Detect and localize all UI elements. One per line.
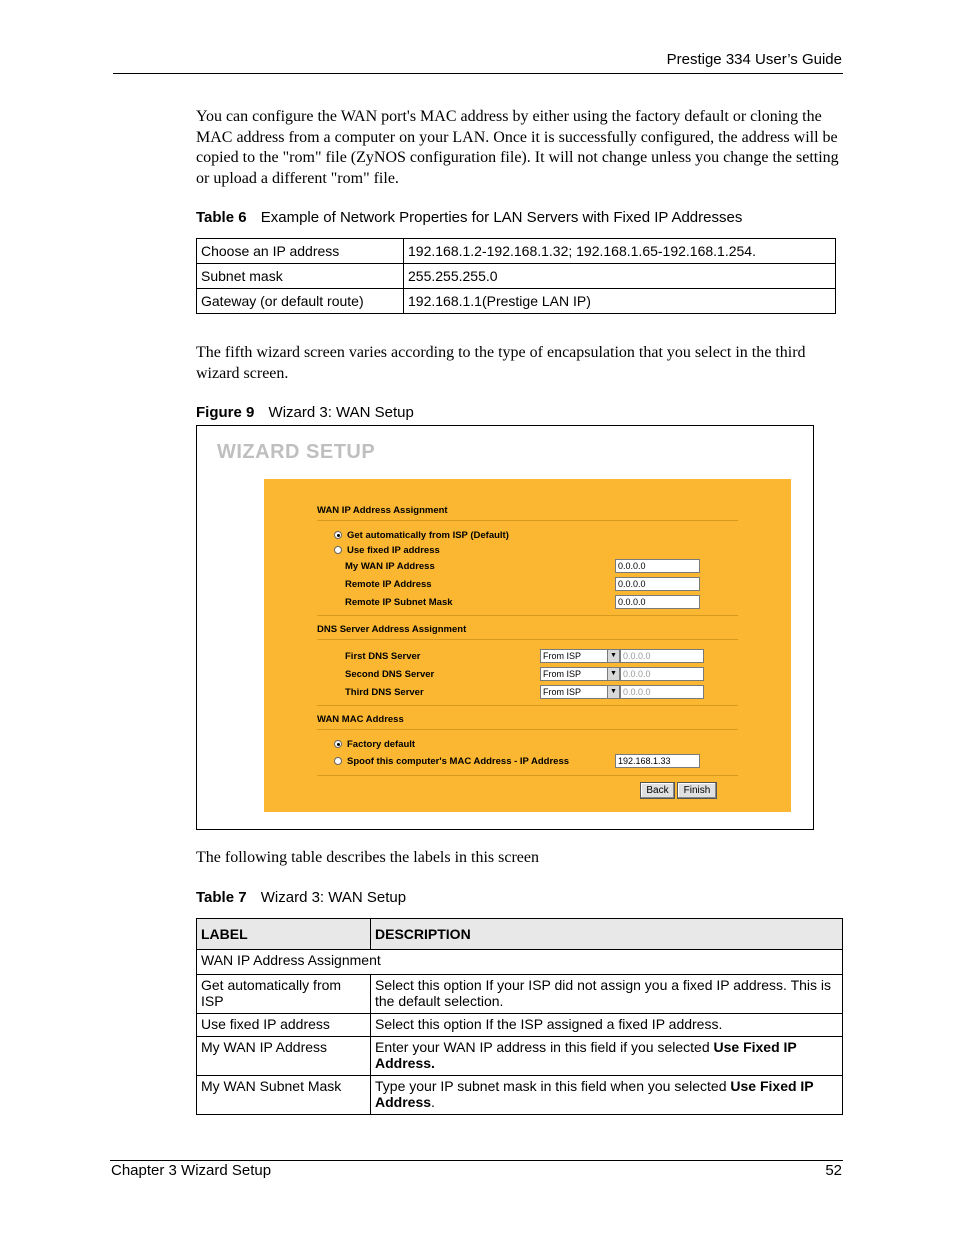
radio-auto[interactable]: [334, 531, 342, 539]
table-cell: My WAN IP Address: [197, 1037, 371, 1076]
second-dns-ip-input[interactable]: 0.0.0.0: [620, 667, 704, 681]
table7-title: Wizard 3: WAN Setup: [260, 889, 407, 906]
chevron-down-icon[interactable]: ▼: [607, 650, 619, 662]
table-row: [197, 239, 836, 264]
chevron-down-icon[interactable]: ▼: [607, 668, 619, 680]
column-header-description: DESCRIPTION: [371, 919, 843, 950]
table-cell: 192.168.1.2-192.168.1.32; 192.168.1.65-192.168.1.254.: [404, 239, 836, 264]
mac-section-title: WAN MAC Address: [317, 714, 404, 725]
table-row: [197, 289, 836, 314]
second-dns-select-value: From ISP: [543, 669, 582, 679]
radio-auto-label: Get automatically from ISP (Default): [347, 530, 509, 541]
remote-ip-input[interactable]: 0.0.0.0: [615, 577, 700, 591]
third-dns-select-value: From ISP: [543, 687, 582, 697]
cell-bold-text: Use Fixed IP Address.: [375, 1039, 797, 1071]
cell-bold-text: Use Fixed IP Address: [375, 1078, 814, 1110]
header-rule: [113, 73, 843, 74]
section-divider: [317, 639, 738, 640]
table6: [196, 238, 836, 314]
third-dns-select[interactable]: [540, 685, 620, 699]
spoof-ip-input[interactable]: 192.168.1.33: [615, 754, 700, 768]
paragraph-table-intro: The following table describes the labels in this screen: [196, 849, 540, 866]
wizard-panel: [264, 479, 791, 812]
radio-spoof-mac[interactable]: [334, 757, 342, 765]
table-cell: 255.255.255.0: [404, 264, 836, 289]
section-divider: [317, 520, 738, 521]
radio-factory-label: Factory default: [347, 739, 416, 750]
wizard-title: WIZARD SETUP: [217, 441, 376, 463]
remote-mask-input[interactable]: 0.0.0.0: [615, 595, 700, 609]
table-header-row: [197, 919, 843, 950]
wizard-screenshot: [196, 425, 814, 830]
first-dns-select[interactable]: [540, 649, 620, 663]
table7: [196, 918, 843, 1115]
first-dns-select-value: From ISP: [543, 651, 582, 661]
page-number: 52: [825, 1162, 842, 1179]
second-dns-label: Second DNS Server: [345, 669, 435, 680]
first-dns-label: First DNS Server: [345, 651, 421, 662]
table6-caption: [196, 209, 742, 226]
section-divider: [317, 775, 738, 776]
section-divider: [317, 615, 738, 616]
table-row: [197, 950, 843, 975]
remote-ip-label: Remote IP Address: [345, 579, 432, 590]
footer-rule: [110, 1160, 843, 1161]
paragraph-encapsulation: The fifth wizard screen varies according to the type of encapsulation that you select in the third wizard screen.: [196, 344, 806, 382]
figure9-caption: [196, 404, 414, 421]
dns-section-title: DNS Server Address Assignment: [317, 624, 467, 635]
radio-spoof-label: Spoof this computer's MAC Address - IP Address: [347, 756, 570, 767]
remote-mask-label: Remote IP Subnet Mask: [345, 597, 453, 608]
table-cell: Choose an IP address: [197, 239, 404, 264]
my-wan-ip-input[interactable]: 0.0.0.0: [615, 559, 700, 573]
table7-caption: [196, 889, 406, 906]
running-header: Prestige 334 User’s Guide: [666, 51, 842, 68]
table-row: [197, 1014, 843, 1037]
chevron-down-icon[interactable]: ▼: [607, 686, 619, 698]
table-cell: Subnet mask: [197, 264, 404, 289]
table-cell: Use fixed IP address: [197, 1014, 371, 1037]
footer-chapter: Chapter 3 Wizard Setup: [111, 1162, 272, 1179]
figure9-label: Figure 9: [196, 404, 255, 421]
back-button[interactable]: Back: [640, 782, 675, 799]
third-dns-label: Third DNS Server: [345, 687, 424, 698]
table6-label: Table 6: [196, 209, 247, 226]
table-cell: My WAN Subnet Mask: [197, 1076, 371, 1115]
table-cell: 192.168.1.1(Prestige LAN IP): [404, 289, 836, 314]
table-cell: Select this option If the ISP assigned a fixed IP address.: [371, 1014, 843, 1037]
table-section-row: WAN IP Address Assignment: [197, 950, 843, 975]
column-header-label: LABEL: [197, 919, 371, 950]
figure9-title: Wizard 3: WAN Setup: [268, 404, 414, 421]
section-divider: [317, 705, 738, 706]
table-cell: Get automatically from ISP: [197, 975, 371, 1014]
table7-label: Table 7: [196, 889, 247, 906]
table-cell: [371, 1076, 843, 1115]
third-dns-ip-input[interactable]: 0.0.0.0: [620, 685, 704, 699]
table-cell: [371, 1037, 843, 1076]
first-dns-ip-input[interactable]: 0.0.0.0: [620, 649, 704, 663]
cell-text: Enter your WAN IP address in this field if you selected: [375, 1039, 714, 1055]
wan-ip-section-title: WAN IP Address Assignment: [317, 505, 448, 516]
table-row: [197, 975, 843, 1014]
radio-fixed[interactable]: [334, 546, 342, 554]
finish-button[interactable]: Finish: [677, 782, 717, 799]
table-cell: Select this option If your ISP did not assign you a fixed IP address. This is the default selection.: [371, 975, 843, 1014]
section-divider: [317, 729, 738, 730]
my-wan-ip-label: My WAN IP Address: [345, 561, 435, 572]
radio-fixed-label: Use fixed IP address: [347, 545, 440, 556]
radio-factory-default[interactable]: [334, 740, 342, 748]
second-dns-select[interactable]: [540, 667, 620, 681]
table-row: [197, 1076, 843, 1115]
intro-paragraph: You can configure the WAN port's MAC address by either using the factory default or cloning the MAC address from a computer on your LAN. Once it is successfully configured, the address will be copied to the "rom" file (ZyNOS configuration file). It will not change unless you change the setting or upload a different "rom" file.: [196, 108, 839, 187]
table-row: [197, 264, 836, 289]
table-row: [197, 1037, 843, 1076]
table6-title: Example of Network Properties for LAN Servers with Fixed IP Addresses: [260, 209, 743, 226]
table-cell: Gateway (or default route): [197, 289, 404, 314]
cell-text: .: [431, 1094, 435, 1110]
cell-text: Type your IP subnet mask in this field when you selected: [375, 1078, 731, 1094]
